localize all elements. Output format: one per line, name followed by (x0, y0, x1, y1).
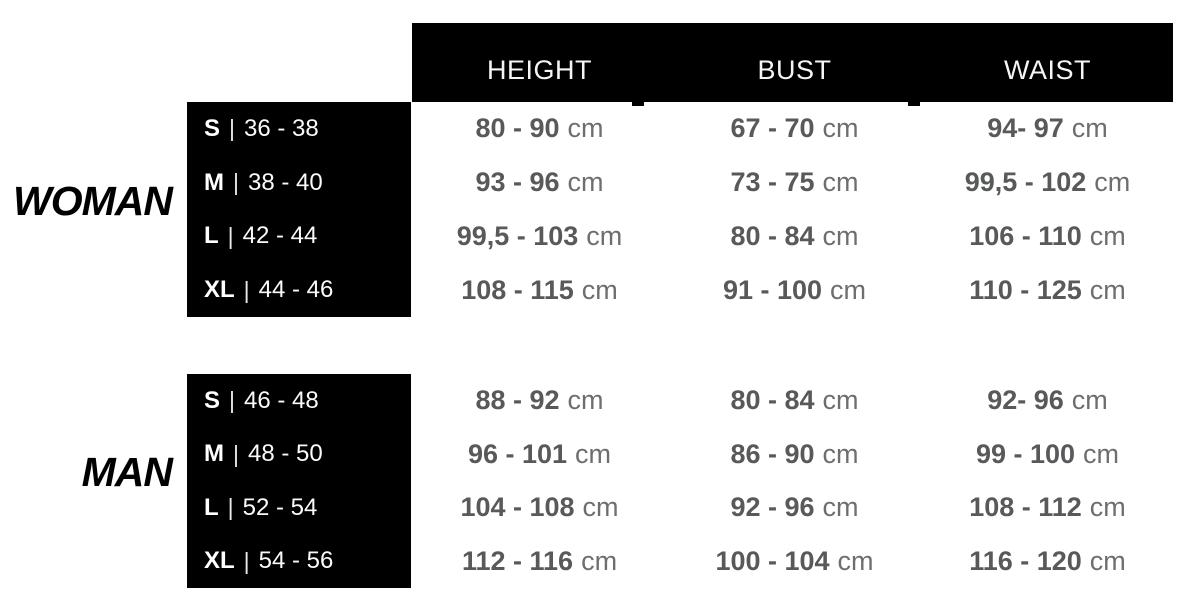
size-row-man-xl (187, 535, 411, 589)
unit-label: cm (586, 220, 623, 251)
cell-man-l-bust (667, 481, 922, 535)
cell-woman-xl-waist (922, 263, 1173, 317)
measurement-value: 92- 96 (987, 385, 1064, 416)
cell-woman-m-bust (667, 156, 922, 210)
column-header-waist: WAIST (1004, 54, 1091, 85)
unit-label: cm (1089, 220, 1126, 251)
unit-label: cm (1089, 274, 1126, 305)
unit-label: cm (567, 167, 604, 198)
cell-woman-xl-height (412, 263, 667, 317)
measurement-value: 112 - 116 (461, 545, 574, 576)
size-column-man (187, 374, 411, 588)
cell-man-m-waist (922, 428, 1173, 482)
cell-woman-l-bust (667, 210, 922, 264)
size-letter: L (204, 222, 219, 250)
size-letter: M (204, 440, 224, 468)
measurement-value: 96 - 101 (467, 438, 568, 469)
cell-man-l-height (412, 481, 667, 535)
cell-woman-m-height (412, 156, 667, 210)
measurement-value: 88 - 92 (475, 385, 560, 416)
size-eu-range: 38 - 40 (247, 168, 323, 196)
cell-man-l-waist (922, 481, 1173, 535)
cell-woman-s-waist (922, 102, 1173, 156)
cell-man-m-bust (667, 428, 922, 482)
unit-label: cm (581, 274, 618, 305)
unit-label: cm (1089, 545, 1126, 576)
measurement-value: 86 - 90 (730, 438, 815, 469)
measurement-value: 104 - 108 (460, 492, 575, 523)
size-separator: | (233, 169, 239, 196)
size-letter: XL (204, 547, 235, 575)
cell-woman-xl-bust (667, 263, 922, 317)
column-header-height: HEIGHT (486, 54, 592, 85)
size-separator: | (229, 387, 235, 414)
size-separator: | (243, 547, 250, 574)
unit-label: cm (822, 113, 859, 144)
size-eu-range: 54 - 56 (258, 547, 334, 575)
unit-label: cm (830, 274, 867, 305)
column-header-bust: BUST (757, 54, 832, 85)
unit-label: cm (822, 438, 859, 469)
measurement-value: 80 - 90 (475, 113, 560, 144)
measurement-value: 108 - 112 (969, 492, 1082, 523)
unit-label: cm (1071, 385, 1108, 416)
measurement-value: 116 - 120 (969, 545, 1082, 576)
cell-man-s-height (412, 374, 667, 428)
cell-man-m-height (412, 428, 667, 482)
cell-woman-m-waist (922, 156, 1173, 210)
size-column-woman (187, 102, 411, 317)
cell-man-s-waist (922, 374, 1173, 428)
measurement-value: 106 - 110 (969, 220, 1082, 251)
measurement-value: 91 - 100 (722, 274, 823, 305)
size-eu-range: 42 - 44 (242, 222, 318, 250)
size-separator: | (243, 276, 250, 303)
size-letter: S (204, 114, 221, 142)
size-eu-range: 46 - 48 (244, 386, 319, 414)
size-row-woman-s (187, 102, 411, 156)
measurement-value: 80 - 84 (730, 220, 815, 251)
unit-label: cm (1071, 113, 1108, 144)
measurement-value: 73 - 75 (730, 167, 815, 198)
measurement-value: 80 - 84 (730, 385, 815, 416)
measurement-value: 100 - 104 (715, 545, 830, 576)
unit-label: cm (567, 113, 604, 144)
cell-man-xl-height (412, 535, 667, 589)
cell-woman-s-height (412, 102, 667, 156)
size-row-woman-xl (187, 263, 411, 317)
measurement-value: 99,5 - 103 (456, 220, 579, 251)
measurement-value: 92 - 96 (730, 492, 815, 523)
size-eu-range: 36 - 38 (244, 114, 319, 142)
unit-label: cm (1083, 438, 1120, 469)
size-row-man-s (187, 374, 411, 428)
cell-man-xl-waist (922, 535, 1173, 589)
table-header (412, 23, 1173, 102)
size-eu-range: 48 - 50 (247, 440, 323, 468)
measurement-value: 108 - 115 (461, 274, 574, 305)
unit-label: cm (581, 545, 618, 576)
cell-woman-l-waist (922, 210, 1173, 264)
size-letter: L (204, 493, 219, 521)
unit-label: cm (567, 385, 604, 416)
cell-woman-s-bust (667, 102, 922, 156)
size-separator: | (227, 494, 234, 521)
unit-label: cm (1089, 492, 1126, 523)
unit-label: cm (822, 385, 859, 416)
unit-label: cm (582, 492, 619, 523)
size-eu-range: 52 - 54 (242, 493, 318, 521)
unit-label: cm (1094, 167, 1131, 198)
unit-label: cm (822, 492, 859, 523)
size-row-man-l (187, 481, 411, 535)
unit-label: cm (837, 545, 874, 576)
size-letter: XL (204, 276, 235, 304)
size-letter: M (204, 168, 224, 196)
measurements-woman (412, 102, 1173, 317)
measurement-value: 93 - 96 (475, 167, 560, 198)
cell-woman-l-height (412, 210, 667, 264)
size-row-woman-m (187, 156, 411, 210)
unit-label: cm (822, 220, 859, 251)
size-separator: | (229, 115, 235, 142)
measurement-value: 110 - 125 (969, 274, 1082, 305)
size-row-man-m (187, 428, 411, 482)
size-letter: S (204, 386, 221, 414)
size-separator: | (227, 222, 234, 249)
unit-label: cm (822, 167, 859, 198)
cell-man-xl-bust (667, 535, 922, 589)
measurement-value: 67 - 70 (730, 113, 815, 144)
cell-man-s-bust (667, 374, 922, 428)
size-row-woman-l (187, 210, 411, 264)
measurement-value: 99 - 100 (975, 438, 1076, 469)
group-label-woman: WOMAN (13, 178, 172, 224)
measurements-man (412, 374, 1173, 588)
unit-label: cm (575, 438, 612, 469)
measurement-value: 94- 97 (987, 113, 1064, 144)
measurement-value: 99,5 - 102 (964, 167, 1087, 198)
size-separator: | (233, 440, 239, 467)
size-eu-range: 44 - 46 (258, 276, 334, 304)
group-label-man: MAN (81, 449, 172, 495)
